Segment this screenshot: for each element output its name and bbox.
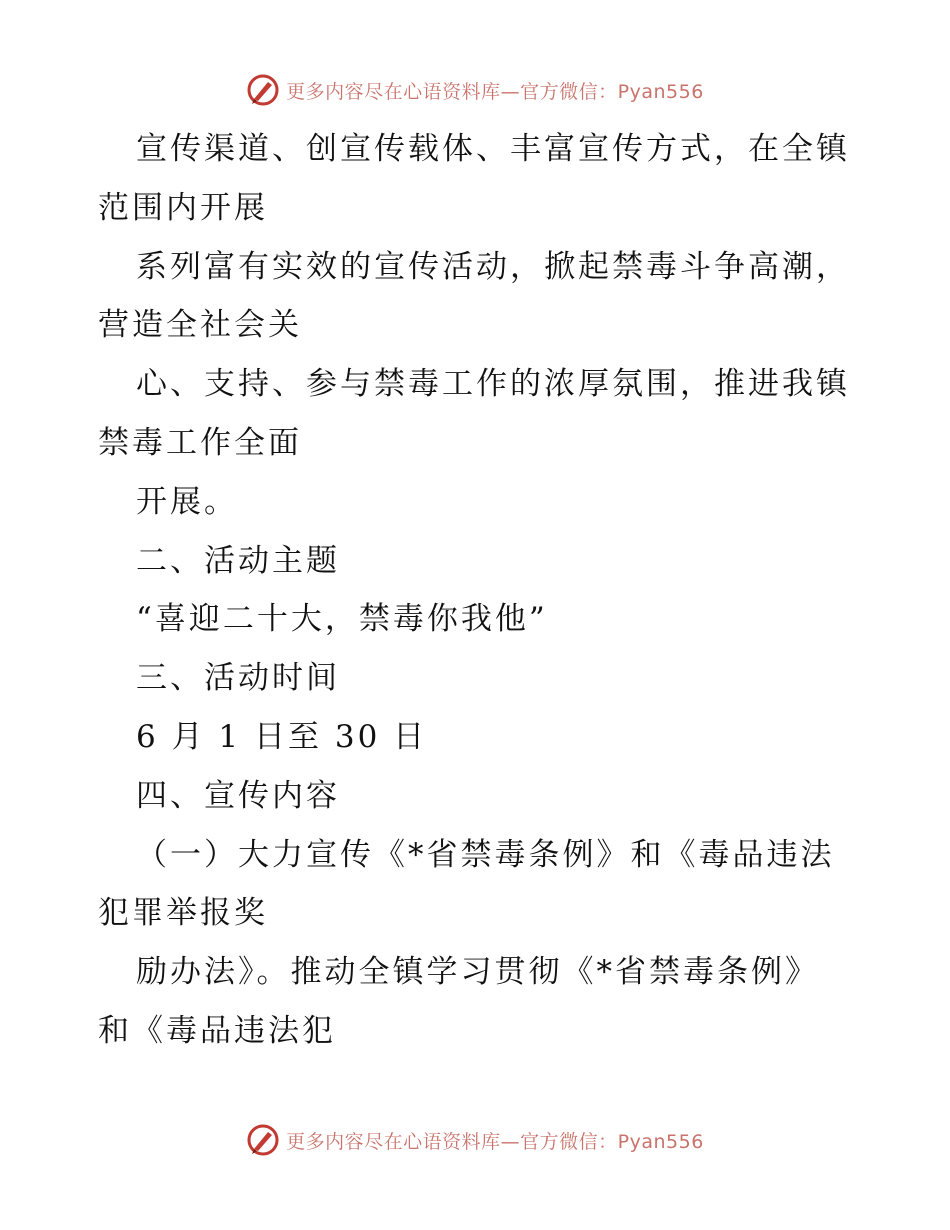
theme-slogan: “喜迎二十大，禁毒你我他”: [136, 601, 548, 638]
section-heading: 二、活动主题: [136, 542, 340, 579]
paragraph-line: 禁毒工作全面: [98, 424, 302, 461]
document-body: [98, 120, 858, 1061]
paragraph-line: （一）大力宣传《*省禁毒条例》和《毒品违法: [136, 836, 835, 873]
watermark-text: 更多内容尽在心语资料库—官方微信：Pyan556: [286, 1130, 704, 1153]
paragraph-line: 营造全社会关: [98, 307, 302, 344]
pen-logo-icon: [246, 1123, 280, 1157]
section-heading: 四、宣传内容: [136, 777, 340, 814]
activity-dates: 6 月 1 日至 30 日: [136, 718, 428, 755]
header-watermark: [0, 70, 950, 110]
section-heading: 三、活动时间: [136, 660, 340, 697]
paragraph-line: 犯罪举报奖: [98, 895, 268, 932]
pen-logo-icon: [246, 73, 280, 107]
paragraph-line: 范围内开展: [98, 189, 268, 226]
paragraph-line: 宣传渠道、创宣传载体、丰富宣传方式，在全镇: [136, 131, 850, 167]
watermark-text: 更多内容尽在心语资料库—官方微信：Pyan556: [286, 80, 704, 103]
paragraph-line: 和《毒品违法犯: [98, 1012, 336, 1049]
paragraph-line: 开展。: [136, 483, 238, 520]
paragraph-line: 励办法》。推动全镇学习贯彻《*省禁毒条例》: [136, 954, 819, 991]
paragraph-line: 心、支持、参与禁毒工作的浓厚氛围，推进我镇: [136, 366, 850, 403]
paragraph-line: 系列富有实效的宣传活动，掀起禁毒斗争高潮，: [136, 248, 850, 285]
footer-watermark: [0, 1120, 950, 1160]
